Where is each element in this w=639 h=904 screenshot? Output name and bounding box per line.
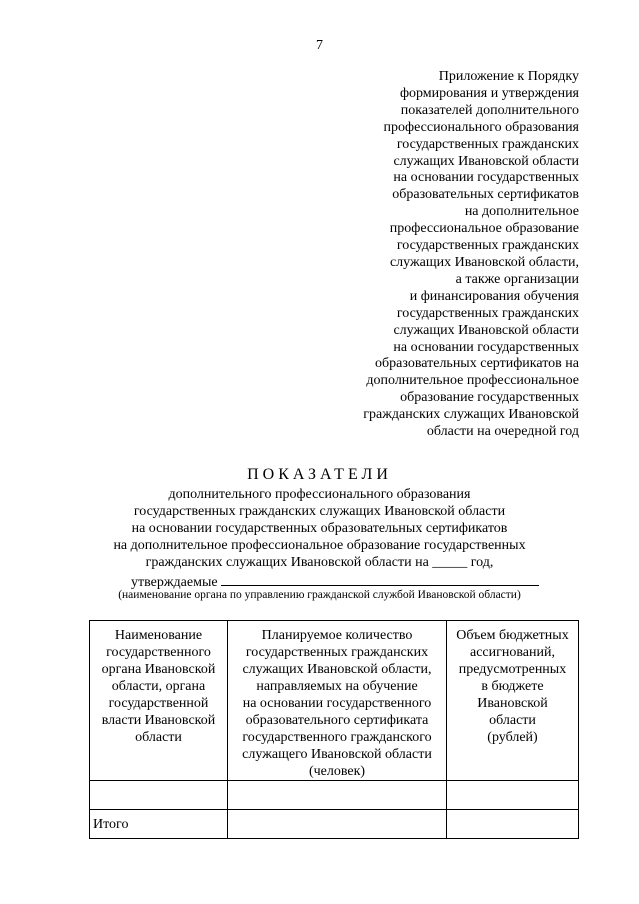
approved-label: утверждаемые (131, 575, 218, 590)
header-line: органа Ивановской (101, 662, 216, 677)
appendix-note (363, 69, 579, 441)
table-header-row (90, 621, 579, 781)
appendix-line: дополнительное профессиональное (366, 373, 579, 389)
table-row (90, 781, 579, 810)
indicators-table (89, 620, 579, 839)
appendix-line: служащих Ивановской области (393, 322, 579, 338)
appendix-line: гражданских служащих Ивановской (363, 407, 579, 423)
header-line: Планируемое количество (261, 628, 413, 643)
subtitle-line: на основании государственных образовательных сертификатов (131, 521, 508, 536)
appendix-line: профессиональное образование (389, 221, 579, 237)
subtitle-line: на дополнительное профессиональное образование государственных (113, 538, 526, 553)
approved-blank-line (221, 572, 539, 586)
subtitle-line: государственных гражданских служащих Ивановской области (133, 504, 506, 519)
header-budget-amount (447, 621, 579, 781)
appendix-line: на основании государственных (393, 170, 579, 186)
header-planned-count (228, 621, 447, 781)
header-line: служащих Ивановской области, (242, 662, 432, 677)
header-line: (рублей) (487, 730, 538, 745)
appendix-line: государственных гражданских (396, 238, 579, 254)
total-label: Итого (90, 810, 228, 839)
appendix-line: государственных гражданских (396, 305, 579, 321)
header-line: области (135, 730, 182, 745)
table-cell (228, 810, 447, 839)
appendix-line: образование государственных (400, 390, 579, 406)
appendix-line: служащих Ивановской области, (389, 254, 579, 270)
table-total-row (90, 810, 579, 839)
appendix-line: показателей дополнительного (400, 102, 579, 118)
table-cell (90, 781, 228, 810)
header-line: ассигнований, (470, 645, 555, 660)
appendix-line: Приложение к Порядку (438, 69, 579, 84)
header-line: государственных гражданских (245, 645, 429, 660)
header-line: образовательного сертификата (245, 713, 429, 728)
appendix-line: на основании государственных (393, 339, 579, 355)
table-cell (228, 781, 447, 810)
appendix-line: на дополнительное (464, 204, 579, 220)
header-line: на основании государственного (242, 696, 432, 711)
header-organ-name (90, 621, 228, 781)
header-line: области, органа (111, 679, 206, 694)
page-number: 7 (316, 38, 323, 53)
header-line: государственной (108, 696, 209, 711)
header-line: государственного гражданского (242, 730, 432, 745)
header-line: области (489, 713, 536, 728)
header-line: власти Ивановской (101, 713, 216, 728)
header-line: Ивановской (477, 696, 548, 711)
table-cell (447, 810, 579, 839)
header-line: направляемых на обучение (256, 679, 418, 694)
header-line: государственного (106, 645, 211, 660)
appendix-line: и финансирования обучения (409, 288, 579, 304)
document-subtitle (0, 486, 639, 571)
appendix-line: профессионального образования (383, 119, 579, 135)
subtitle-line: дополнительного профессионального образования (168, 487, 471, 502)
header-line: Наименование (114, 628, 203, 643)
header-line: в бюджете (481, 679, 544, 694)
header-line: Объем бюджетных (456, 628, 569, 643)
header-line: предусмотренных (458, 662, 567, 677)
appendix-line: государственных гражданских (396, 136, 579, 152)
appendix-line: образовательных сертификатов на (375, 356, 579, 372)
document-title: ПОКАЗАТЕЛИ (247, 466, 392, 483)
header-line: служащего Ивановской области (242, 747, 432, 762)
subtitle-line: гражданских служащих Ивановской области на _____ год, (145, 555, 494, 570)
header-line: (человек) (308, 764, 366, 779)
appendix-line: области на очередной год (426, 424, 579, 440)
table-cell (447, 781, 579, 810)
appendix-line: образовательных сертификатов (392, 187, 579, 203)
appendix-line: а также организации (455, 271, 579, 287)
approved-caption: (наименование органа по управлению гражданской службой Ивановской области) (118, 589, 521, 601)
appendix-line: служащих Ивановской области (393, 153, 579, 169)
appendix-line: формирования и утверждения (399, 85, 579, 101)
